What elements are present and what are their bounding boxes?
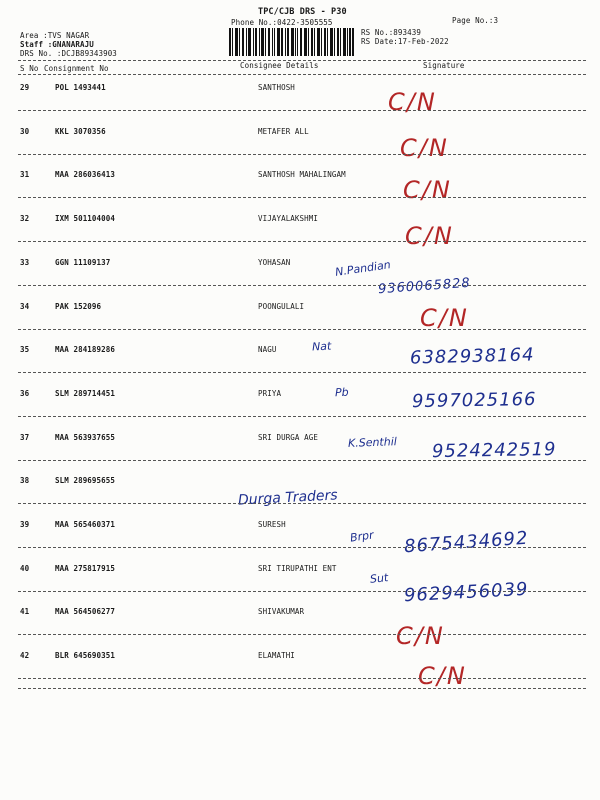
row-consignee: SHIVAKUMAR [258, 607, 305, 617]
cn-signature-mark: C/N [420, 304, 469, 332]
row-serial-number: 38 [20, 476, 30, 486]
row-serial-number: 39 [20, 520, 30, 529]
row-divider [18, 285, 586, 286]
row-divider [18, 329, 586, 330]
row-consignment-number: BLR 645690351 [55, 651, 115, 661]
handwritten-signature: Nat [311, 339, 332, 354]
row-consignee: NAGU [258, 345, 277, 355]
row-divider [18, 591, 586, 592]
page-number: Page No.:3 [452, 16, 499, 25]
row-serial-number: 42 [20, 651, 30, 661]
row-serial-number: 29 [20, 83, 30, 92]
row-serial-number: 40 [20, 563, 30, 573]
row-divider [18, 154, 586, 155]
handwritten-signature: Pb [334, 385, 349, 400]
row-consignment-number: POL 1493441 [55, 83, 106, 92]
row-divider [18, 634, 586, 635]
row-consignment-number: IXM 501104004 [55, 214, 115, 224]
row-consignee: SANTHOSH [258, 83, 295, 92]
row-serial-number: 33 [20, 257, 30, 267]
drs-number: DRS No. :DCJB89343903 [20, 49, 117, 58]
row-consignment-number: SLM 289695655 [55, 476, 115, 486]
cn-signature-mark: C/N [400, 134, 449, 162]
row-serial-number: 35 [20, 345, 30, 355]
handwritten-phone-number: 8675434692 [403, 527, 530, 558]
row-consignee: PRIYA [258, 388, 282, 398]
handwritten-phone-number: 9629456039 [403, 578, 529, 607]
row-serial-number: 32 [20, 214, 30, 224]
row-divider [18, 460, 586, 461]
row-consignment-number: KKL 3070356 [55, 126, 106, 136]
handwritten-signature: Sut [369, 571, 389, 586]
header-divider-bottom [18, 74, 586, 75]
row-consignment-number: MAA 275817915 [55, 563, 115, 573]
area-label: Area :TVS NAGAR [20, 31, 90, 40]
row-consignment-number: MAA 286036413 [55, 170, 115, 180]
row-divider [18, 416, 586, 417]
col-consignment: Consignment No [44, 64, 109, 73]
row-serial-number: 41 [20, 607, 30, 617]
row-consignee: POONGULALI [258, 301, 305, 311]
row-consignee: VIJAYALAKSHMI [258, 214, 318, 224]
table-row [0, 258, 600, 302]
col-sno: S No [20, 64, 39, 73]
table-row [0, 607, 600, 651]
cn-signature-mark: C/N [418, 662, 467, 690]
row-consignment-number: MAA 564506277 [55, 607, 115, 617]
table-end-divider [18, 688, 586, 689]
row-divider [18, 547, 586, 548]
cn-signature-mark: C/N [403, 176, 452, 204]
rs-number: RS No.:893439 [361, 28, 421, 37]
rs-date: RS Date:17-Feb-2022 [361, 37, 449, 46]
cn-signature-mark: C/N [396, 622, 445, 650]
handwritten-signature: K.Senthil [347, 435, 398, 450]
handwritten-phone-number: 9524242519 [431, 438, 557, 463]
row-divider [18, 372, 586, 373]
row-divider [18, 503, 586, 504]
cn-signature-mark: C/N [388, 88, 437, 116]
row-consignment-number: MAA 563937655 [55, 432, 115, 442]
row-consignee: YOHASAN [258, 257, 291, 267]
table-row [0, 214, 600, 258]
handwritten-signature: Brpr [349, 528, 375, 545]
barcode-image [229, 28, 354, 56]
sheet-title: TPC/CJB DRS - P30 [258, 7, 347, 17]
row-consignee: SRI TIRUPATHI ENT [258, 563, 337, 573]
row-divider [18, 678, 586, 679]
handwritten-phone-number: 9360065828 [377, 275, 472, 298]
handwritten-signature: N.Pandian [334, 258, 392, 279]
table-row [0, 83, 600, 127]
handwritten-phone-number: 6382938164 [409, 344, 535, 369]
row-consignment-number: PAK 152096 [55, 301, 102, 311]
col-consignee: Consignee Details [240, 61, 319, 70]
row-serial-number: 37 [20, 432, 30, 442]
col-signature: Signature [423, 61, 465, 70]
row-consignment-number: MAA 284189286 [55, 345, 115, 355]
phone-number: Phone No.:0422-3505555 [231, 18, 333, 27]
handwritten-phone-number: 9597025166 [411, 388, 537, 413]
row-consignment-number: SLM 289714451 [55, 388, 115, 398]
row-consignment-number: GGN 11109137 [55, 257, 111, 267]
row-serial-number: 31 [20, 170, 30, 180]
handwritten-signature: Durga Traders [237, 487, 339, 509]
staff-label: Staff :GNANARAJU [20, 40, 94, 49]
row-consignee: SRI DURGA AGE [258, 432, 318, 442]
cn-signature-mark: C/N [405, 222, 454, 250]
row-divider [18, 197, 586, 198]
table-row [0, 302, 600, 346]
row-divider [18, 110, 586, 111]
row-consignee: SURESH [258, 520, 286, 529]
row-serial-number: 34 [20, 301, 30, 311]
row-consignee: ELAMATHI [258, 651, 295, 661]
row-serial-number: 36 [20, 388, 30, 398]
row-consignment-number: MAA 565460371 [55, 520, 115, 529]
table-row [0, 170, 600, 214]
row-serial-number: 30 [20, 126, 30, 136]
row-consignee: SANTHOSH MAHALINGAM [258, 170, 346, 180]
row-consignee: METAFER ALL [258, 126, 309, 136]
table-row [0, 127, 600, 171]
row-divider [18, 241, 586, 242]
